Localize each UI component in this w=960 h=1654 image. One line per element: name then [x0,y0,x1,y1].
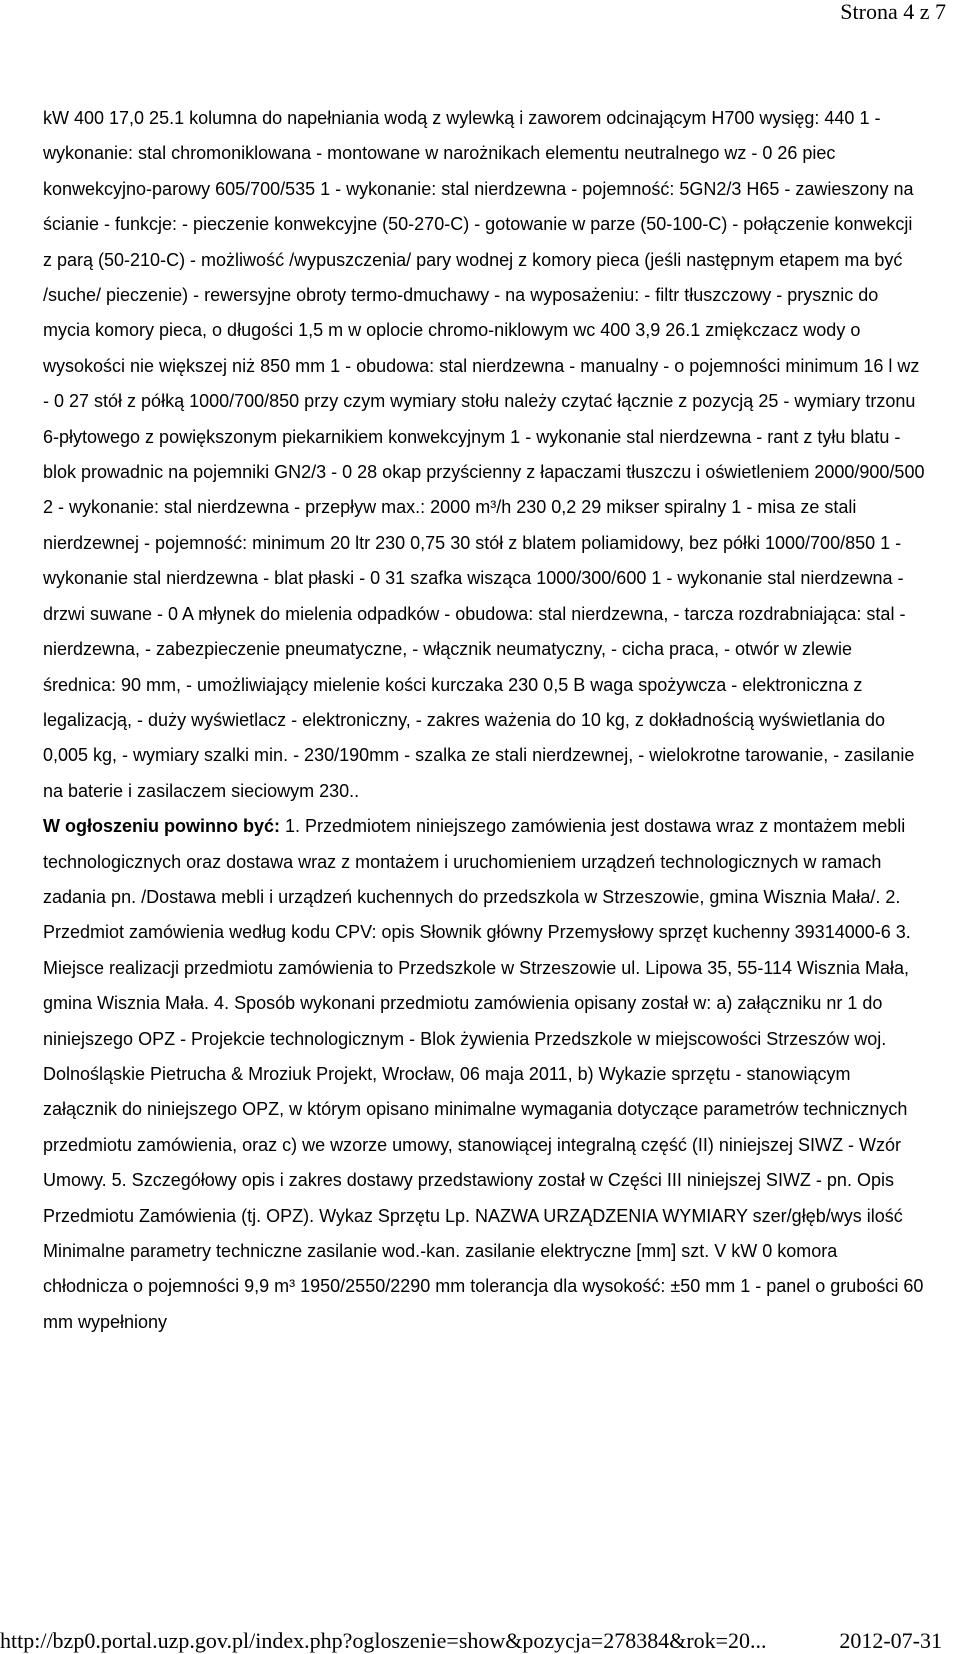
announcement-text: 1. Przedmiotem niniejszego zamówienia jest dostawa wraz z montażem mebli technologicznych oraz dostawa wraz z montażem i uruchomieniem urządzeń technologicznych w ramach zadania pn. /Dostawa mebli i urządzeń kuchennych do przedszkola w Strzeszowie, gmina Wisznia Mała/. 2. Przedmiot zamówienia według kodu CPV: opis Słownik główny Przemysłowy sprzęt kuchenny 39314000-6 3. Miejsce realizacji przedmiotu zamówienia to Przedszkole w Strzeszowie ul. Lipowa 35, 55-114 Wisznia Mała, gmina Wisznia Mała. 4. Sposób wykonani przedmiotu zamówienia opisany został w: a) załączniku nr 1 do niniejszego OPZ - Projekcie technologicznym - Blok żywienia Przedszkole w miejscowości Strzeszów woj. Dolnośląskie Pietrucha & Mroziuk Projekt, Wrocław, 06 maja 2011, b) Wykazie sprzętu - stanowiącym załącznik do niniejszego OPZ, w którym opisano minimalne wymagania dotyczące parametrów technicznych przedmiotu zamówienia, oraz c) we wzorze umowy, stanowiącej integralną część (II) niniejszej SIWZ - Wzór Umowy. 5. Szczegółowy opis i zakres dostawy przedstawiony został w Części III niniejszej SIWZ - pn. Opis Przedmiotu Zamówienia (tj. OPZ). Wykaz Sprzętu Lp. NAZWA URZĄDZENIA WYMIARY szer/głęb/wys ilość Minimalne parametry techniczne zasilanie wod.-kan. zasilanie elektryczne [mm] szt. V kW 0 komora chłodnicza o pojemności 9,9 m³ 1950/2550/2290 mm tolerancja dla wysokość: ±50 mm 1 - panel o grubości 60 mm wypełniony [43,816,924,1332]
announcement-paragraph [43,809,925,1340]
document-body [43,101,925,1340]
page-footer [0,1628,960,1654]
equipment-list-paragraph: kW 400 17,0 25.1 kolumna do napełniania wodą z wylewką i zaworem odcinającym H700 wysięg: 440 1 - wykonanie: stal chromoniklowana - montowane w narożnikach elementu neutralnego wz - 0 26 piec konwekcyjno-parowy 605/700/535 1 - wykonanie: stal nierdzewna - pojemność: 5GN2/3 H65 - zawieszony na ścianie - funkcje: - pieczenie konwekcyjne (50-270-C) - gotowanie w parze (50-100-C) - połączenie konwekcji z parą (50-210-C) - możliwość /wypuszczenia/ pary wodnej z komory pieca (jeśli następnym etapem ma być /suche/ pieczenie) - rewersyjne obroty termo-dmuchawy - na wyposażeniu: - filtr tłuszczowy - prysznic do mycia komory pieca, o długości 1,5 m w oplocie chromo-niklowym wc 400 3,9 26.1 zmiękczacz wody o wysokości nie większej niż 850 mm 1 - obudowa: stal nierdzewna - manualny - o pojemności minimum 16 l wz - 0 27 stół z półką 1000/700/850 przy czym wymiary stołu należy czytać łącznie z pozycją 25 - wymiary trzonu 6-płytowego z powiększonym piekarnikiem konwekcyjnym 1 - wykonanie stal nierdzewna - rant z tyłu blatu - blok prowadnic na pojemniki GN2/3 - 0 28 okap przyścienny z łapaczami tłuszczu i oświetleniem 2000/900/500 2 - wykonanie: stal nierdzewna - przepływ max.: 2000 m³/h 230 0,2 29 mikser spiralny 1 - misa ze stali nierdzewnej - pojemność: minimum 20 ltr 230 0,75 30 stół z blatem poliamidowy, bez półki 1000/700/850 1 - wykonanie stal nierdzewna - blat płaski - 0 31 szafka wisząca 1000/300/600 1 - wykonanie stal nierdzewna - drzwi suwane - 0 A młynek do mielenia odpadków - obudowa: stal nierdzewna, - tarcza rozdrabniająca: stal - nierdzewna, - zabezpieczenie pneumatyczne, - włącznik neumatyczny, - cicha praca, - otwór w zlewie średnica: 90 mm, - umożliwiający mielenie kości kurczaka 230 0,5 B waga spożywcza - elektroniczna z legalizacją, - duży wyświetlacz - elektroniczny, - zakres ważenia do 10 kg, z dokładnością wyświetlania do 0,005 kg, - wymiary szalki min. - 230/190mm - szalka ze stali nierdzewnej, - wielokrotne tarowanie, - zasilanie na baterie i zasilaczem sieciowym 230.. [43,108,925,801]
footer-url: http://bzp0.portal.uzp.gov.pl/index.php?ogloszenie=show&pozycja=278384&rok=20... [0,1628,767,1653]
page-number: Strona 4 z 7 [840,0,946,24]
footer-date: 2012-07-31 [839,1628,942,1653]
section-label: W ogłoszeniu powinno być: [43,816,280,837]
